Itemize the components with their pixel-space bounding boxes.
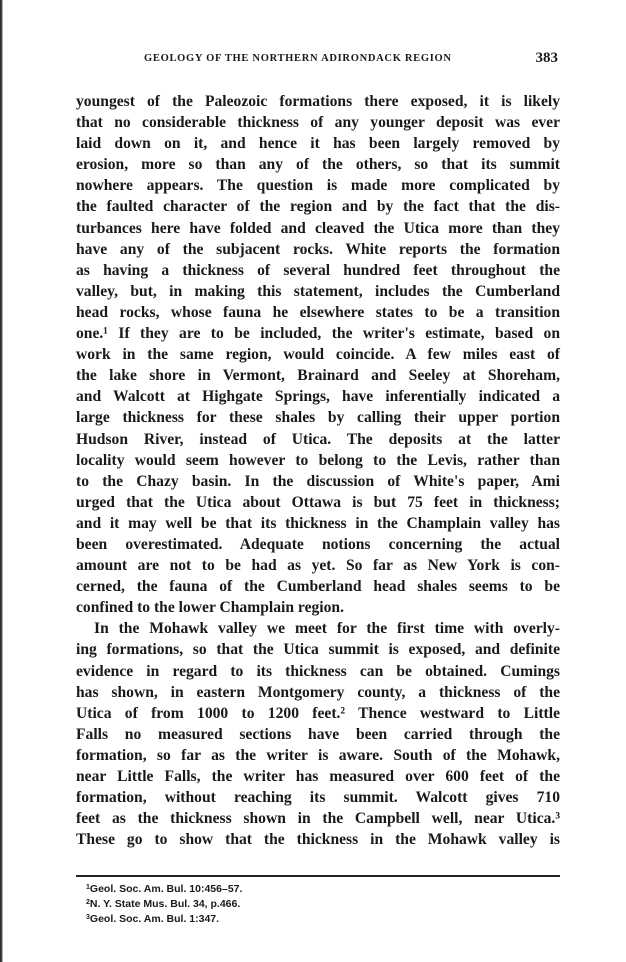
footnote-mark: 2 — [86, 899, 90, 906]
page-number: 383 — [535, 50, 558, 66]
page-binding-edge — [0, 0, 3, 962]
text-line: Utica of from 1000 to 1200 feet.² Thence westward to Little — [76, 704, 560, 722]
text-line: have any of the subjacent rocks. White reports the formation — [76, 240, 560, 258]
text-line: urged that the Utica about Ottawa is but 75 feet in thickness; — [76, 493, 560, 511]
footnote-mark: 3 — [86, 914, 90, 921]
text-line: formation, so far as the writer is aware. South of the Mohawk, — [76, 746, 560, 764]
text-line: laid down on it, and hence it has been largely removed by — [76, 135, 560, 153]
text-line: and Walcott at Highgate Springs, have inferentially indicated a — [76, 388, 560, 406]
text-line: work in the same region, would coincide. A few miles east of — [76, 346, 560, 364]
text-line: turbances here have folded and cleaved the Utica more than they — [76, 219, 560, 237]
footnote — [86, 881, 386, 896]
text-line: has shown, in eastern Montgomery county, a thickness of the — [76, 683, 560, 701]
footnote-mark: 1 — [86, 884, 90, 891]
footnote-text: Geol. Soc. Am. Bul. 1:347. — [89, 913, 220, 925]
text-line: amount are not to be had as yet. So far as New York is con- — [76, 557, 560, 575]
footnote — [86, 911, 386, 926]
text-line: locality would seem however to belong to the Levis, rather than — [76, 451, 560, 469]
text-line: head rocks, whose fauna he elsewhere states to be a transition — [76, 303, 560, 321]
text-line: formation, without reaching its summit. Walcott gives 710 — [76, 789, 560, 807]
body-text — [76, 91, 560, 850]
text-line: been overestimated. Adequate notions concerning the actual — [76, 535, 560, 553]
text-line: one.¹ If they are to be included, the writer's estimate, based on — [76, 325, 560, 343]
text-line: near Little Falls, the writer has measured over 600 feet of the — [76, 768, 560, 785]
text-line: Falls no measured sections have been carried through the — [76, 725, 560, 743]
footnotes — [86, 881, 386, 926]
footnote — [86, 896, 386, 911]
text-line: erosion, more so than any of the others, so that its summit — [76, 156, 560, 174]
text-line: confined to the lower Champlain region. — [76, 599, 344, 617]
text-line: youngest of the Paleozoic formations there exposed, it is likely — [76, 93, 560, 110]
text-line: and it may well be that its thickness in the Champlain valley has — [76, 514, 560, 532]
text-line: the lake shore in Vermont, Brainard and Seeley at Shoreham, — [76, 367, 560, 385]
text-line: the faulted character of the region and by the fact that the dis- — [76, 198, 560, 216]
footnote-rule — [76, 875, 560, 877]
text-line: cerned, the fauna of the Cumberland head shales seems to be — [76, 578, 560, 596]
text-line: These go to show that the thickness in the Mohawk valley is — [76, 831, 560, 849]
text-line: ing formations, so that the Utica summit is exposed, and definite — [76, 641, 560, 659]
footnote-text: N. Y. State Mus. Bul. 34, p.466. — [89, 898, 241, 910]
text-line: valley, but, in making this statement, includes the Cumberland — [76, 282, 560, 300]
footnote-text: Geol. Soc. Am. Bul. 10:456–57. — [89, 883, 243, 895]
page-header — [74, 50, 560, 70]
text-line: that no considerable thickness of any younger deposit was ever — [76, 114, 560, 132]
text-line: to the Chazy basin. In the discussion of White's paper, Ami — [76, 472, 560, 490]
text-line: feet as the thickness shown in the Campbell well, near Utica.³ — [76, 810, 560, 828]
text-line: In the Mohawk valley we meet for the first time with overly- — [94, 620, 560, 638]
running-head: GEOLOGY OF THE NORTHERN ADIRONDACK REGION — [144, 53, 452, 64]
text-line: large thickness for these shales by calling their upper portion — [76, 409, 560, 427]
text-line: Hudson River, instead of Utica. The deposits at the latter — [76, 430, 560, 448]
text-line: nowhere appears. The question is made more complicated by — [76, 177, 560, 195]
text-line: as having a thickness of several hundred feet throughout the — [76, 261, 560, 279]
text-line: evidence in regard to its thickness can be obtained. Cumings — [76, 662, 560, 680]
